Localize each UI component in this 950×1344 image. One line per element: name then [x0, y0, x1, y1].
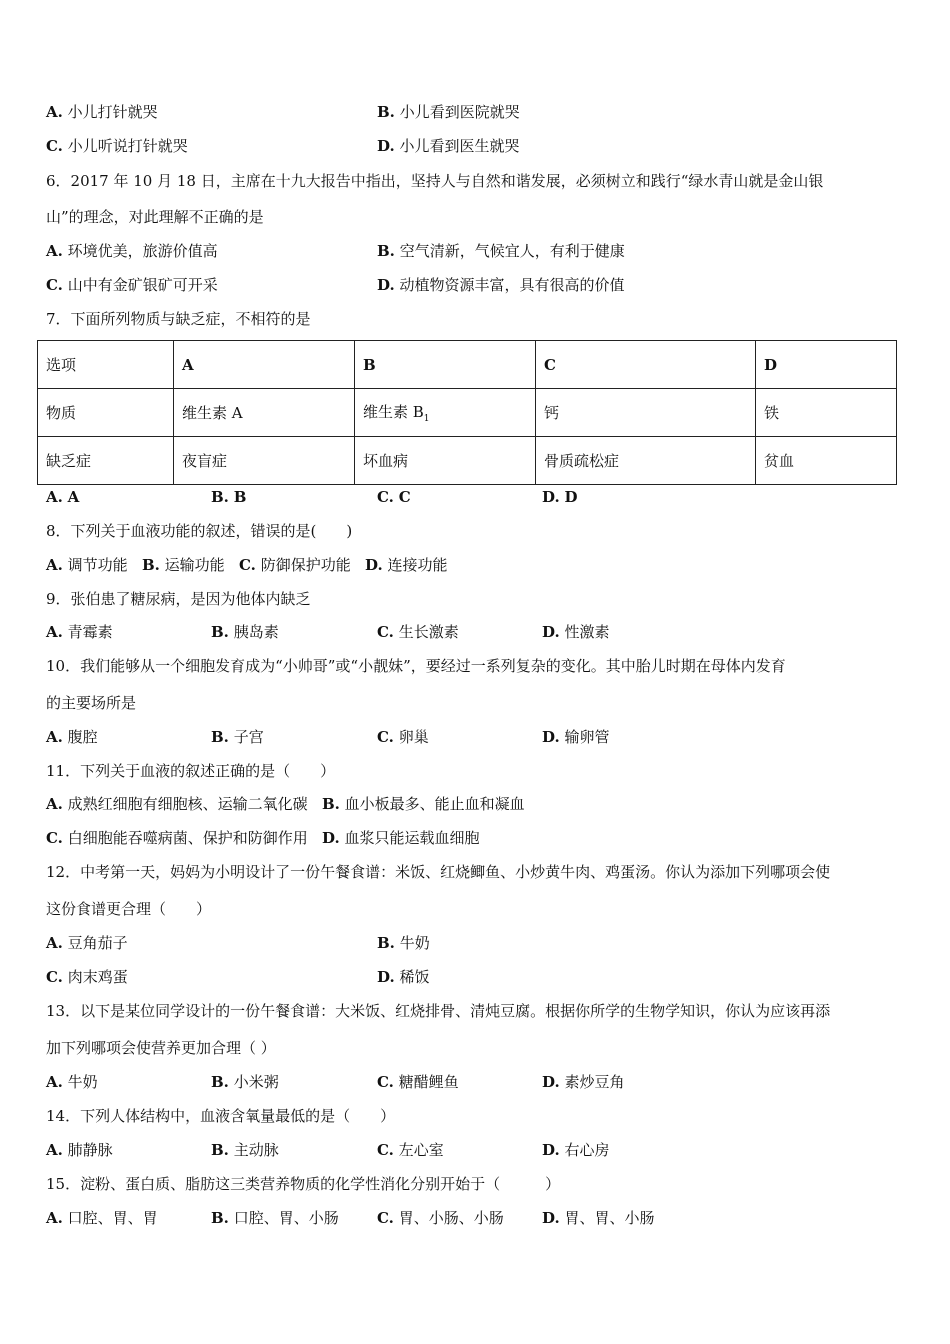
q13-stem-line2: 加下列哪项会使营养更加合理（ ）: [46, 1039, 276, 1057]
q7-option-d: D. D: [542, 488, 578, 506]
q13-option-b: B. 小米粥: [211, 1073, 279, 1091]
q7-table-cell: C: [536, 341, 756, 389]
q13-option-c: C. 糖醋鲤鱼: [377, 1073, 459, 1091]
q7-table-cell: D: [756, 341, 897, 389]
q7-table-header-row: [38, 341, 897, 389]
q14-option-b: B. 主动脉: [211, 1141, 279, 1159]
q7-table-cell: 物质: [38, 389, 174, 437]
q14-stem: 14．下列人体结构中，血液含氧量最低的是（ ）: [46, 1107, 396, 1125]
q8-stem: 8．下列关于血液功能的叙述，错误的是( ): [46, 522, 353, 540]
q15-option-a: A. 口腔、胃、胃: [46, 1209, 158, 1227]
q13-option-a: A. 牛奶: [46, 1073, 98, 1091]
q10-option-c: C. 卵巢: [377, 728, 429, 746]
q11-options-row1: A. 成熟红细胞有细胞核、运输二氧化碳 B. 血小板最多、能止血和凝血: [46, 795, 525, 813]
q7-table-cell: 维生素 A: [174, 389, 355, 437]
q7-option-c: C. C: [377, 488, 411, 506]
q7-table-row: [38, 437, 897, 485]
q9-option-b: B. 胰岛素: [211, 623, 279, 641]
q7-table: [37, 340, 897, 485]
q15-option-d: D. 胃、胃、小肠: [542, 1209, 655, 1227]
q7-option-b: B. B: [211, 488, 247, 506]
q7-table-cell: B: [355, 341, 536, 389]
q7-table-cell: 钙: [536, 389, 756, 437]
q6-stem-line2: 山”的理念，对此理解不正确的是: [46, 208, 264, 226]
q5-option-d: D. 小儿看到医生就哭: [377, 137, 520, 155]
q9-option-d: D. 性激素: [542, 623, 610, 641]
q7-stem: 7．下面所列物质与缺乏症，不相符的是: [46, 310, 311, 328]
q7-table-cell: 骨质疏松症: [536, 437, 756, 485]
q14-option-d: D. 右心房: [542, 1141, 610, 1159]
q7-table-cell: 坏血病: [355, 437, 536, 485]
q14-option-c: C. 左心室: [377, 1141, 444, 1159]
q7-table-cell: 选项: [38, 341, 174, 389]
q10-option-b: B. 子宫: [211, 728, 264, 746]
q10-option-a: A. 腹腔: [46, 728, 98, 746]
q9-option-c: C. 生长激素: [377, 623, 459, 641]
q12-stem-line1: 12．中考第一天，妈妈为小明设计了一份午餐食谱：米饭、红烧鲫鱼、小炒黄牛肉、鸡蛋汤。你认为添加下列哪项会使: [46, 863, 831, 881]
q12-option-a: A. 豆角茄子: [46, 934, 128, 952]
q12-option-c: C. 肉末鸡蛋: [46, 968, 128, 986]
q13-option-d: D. 素炒豆角: [542, 1073, 625, 1091]
q7-table-cell: 缺乏症: [38, 437, 174, 485]
q5-option-c: C. 小儿听说打针就哭: [46, 137, 188, 155]
q7-table-row: [38, 389, 897, 437]
q6-stem-line1: 6．2017 年 10 月 18 日，主席在十九大报告中指出，坚持人与自然和谐发展，必须树立和践行“绿水青山就是金山银: [46, 172, 824, 190]
q15-option-c: C. 胃、小肠、小肠: [377, 1209, 504, 1227]
q13-stem-line1: 13．以下是某位同学设计的一份午餐食谱：大米饭、红烧排骨、清炖豆腐。根据你所学的生物学知识，你认为应该再添: [46, 1002, 831, 1020]
q9-stem: 9．张伯患了糖尿病，是因为他体内缺乏: [46, 590, 311, 608]
q7-table-cell: 铁: [756, 389, 897, 437]
q7-option-a: A. A: [46, 488, 80, 506]
q10-stem-line1: 10．我们能够从一个细胞发育成为“小帅哥”或“小靓妹”，要经过一系列复杂的变化。其中胎儿时期在母体内发育: [46, 657, 786, 675]
q7-table-cell: 贫血: [756, 437, 897, 485]
q12-option-b: B. 牛奶: [377, 934, 430, 952]
q6-option-a: A. 环境优美，旅游价值高: [46, 242, 218, 260]
q14-option-a: A. 肺静脉: [46, 1141, 113, 1159]
q5-option-b: B. 小儿看到医院就哭: [377, 103, 520, 121]
q12-option-d: D. 稀饭: [377, 968, 430, 986]
q6-option-c: C. 山中有金矿银矿可开采: [46, 276, 218, 294]
q5-option-a: A. 小儿打针就哭: [46, 103, 158, 121]
q7-table-cell: A: [174, 341, 355, 389]
q11-options-row2: C. 白细胞能吞噬病菌、保护和防御作用 D. 血浆只能运载血细胞: [46, 829, 480, 847]
q8-options: A. 调节功能 B. 运输功能 C. 防御保护功能 D. 连接功能: [46, 556, 448, 574]
q7-table-cell: 夜盲症: [174, 437, 355, 485]
q15-stem: 15．淀粉、蛋白质、脂肪这三类营养物质的化学性消化分别开始于（ ）: [46, 1175, 561, 1193]
q7-table-cell: 维生素 $B_1$: [355, 389, 536, 437]
q6-option-b: B. 空气清新，气候宜人，有利于健康: [377, 242, 625, 260]
q9-option-a: A. 青霉素: [46, 623, 113, 641]
q10-stem-line2: 的主要场所是: [46, 694, 137, 712]
q15-option-b: B. 口腔、胃、小肠: [211, 1209, 339, 1227]
q6-option-d: D. 动植物资源丰富，具有很高的价值: [377, 276, 625, 294]
q11-stem: 11．下列关于血液的叙述正确的是（ ）: [46, 762, 336, 780]
q12-stem-line2: 这份食谱更合理（ ）: [46, 900, 212, 918]
q10-option-d: D. 输卵管: [542, 728, 610, 746]
